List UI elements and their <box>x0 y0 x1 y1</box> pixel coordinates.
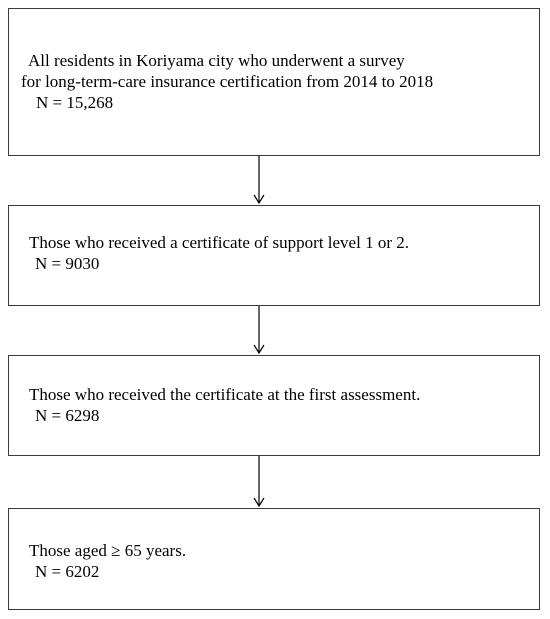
box-1-count: N = 15,268 <box>36 93 114 112</box>
flowchart-box-support-level <box>8 205 540 306</box>
box-4-count: N = 6202 <box>35 562 100 581</box>
box-2-count: N = 9030 <box>35 254 100 273</box>
box-3-line-1: Those who received the certificate at the first assessment. <box>29 385 421 404</box>
arrow-down-icon <box>251 156 267 205</box>
flowchart-box-all-residents <box>8 8 540 156</box>
box-3-count: N = 6298 <box>35 406 100 425</box>
box-4-line-1: Those aged ≥ 65 years. <box>29 541 187 560</box>
box-2-line-1: Those who received a certificate of support level 1 or 2. <box>29 233 409 252</box>
box-1-line-2: for long-term-care insurance certification from 2014 to 2018 <box>21 72 434 91</box>
arrow-down-icon <box>251 306 267 355</box>
arrow-down-icon <box>251 456 267 508</box>
box-1-line-1: All residents in Koriyama city who underwent a survey <box>28 51 405 70</box>
flowchart-box-aged-65-plus <box>8 508 540 610</box>
flowchart-box-first-assessment <box>8 355 540 456</box>
